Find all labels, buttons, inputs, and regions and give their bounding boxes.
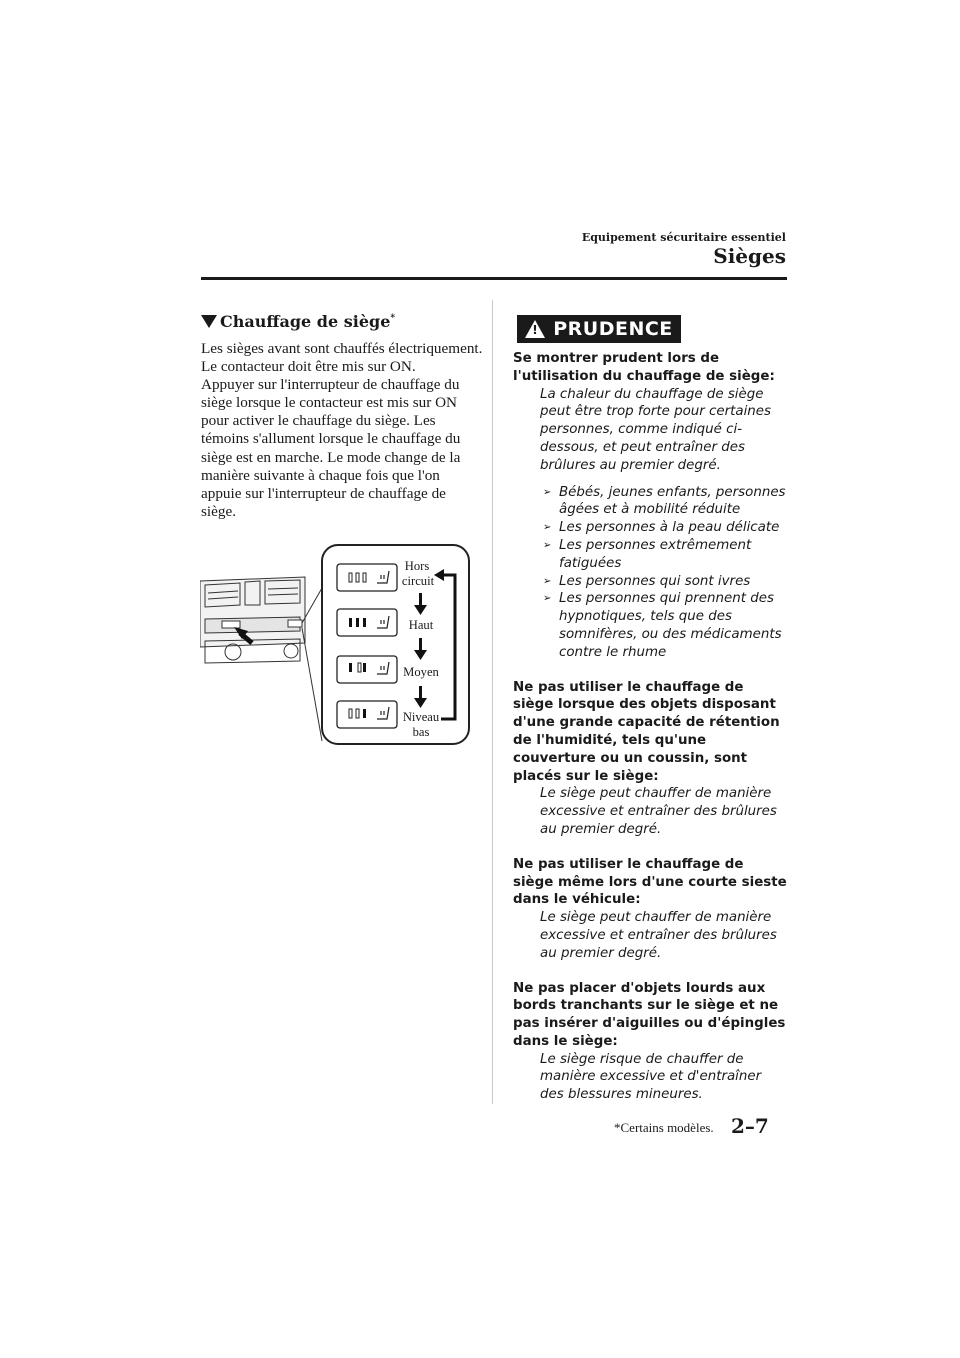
running-header-section: Equipement sécuritaire essentiel: [581, 231, 786, 244]
warning-4-body: Le siège risque de chauffer de manière excessive et d'entraîner des blessures mineures.: [540, 1051, 762, 1103]
warning-1-body: La chaleur du chauffage de siège peut être trop forte pour certaines personnes, comme indiqué ci-dessous, et peut entraîner des brûlures au premier degré.: [540, 386, 772, 473]
label-off-line2: circuit: [401, 574, 435, 588]
header-rule: [201, 277, 787, 280]
caution-badge: [517, 315, 681, 343]
footnote-mark: *: [390, 313, 396, 324]
seat-heater-figure: [200, 543, 472, 748]
caution-badge-label: PRUDENCE: [553, 318, 673, 340]
running-header-title: Sièges: [713, 244, 786, 268]
label-medium: Moyen: [403, 665, 439, 679]
list-item: ➢ Les personnes extrêmement fatiguées: [543, 537, 788, 573]
body-text: [201, 340, 483, 521]
list-item: ➢ Les personnes qui sont ivres: [543, 573, 788, 591]
warning-3-body: Le siège peut chauffer de manière excessive et entraîner des brûlures au premier degré.: [540, 910, 777, 961]
warning-icon: !: [525, 320, 545, 338]
warning-1-list: [543, 484, 788, 662]
label-off-line1: Hors: [404, 559, 430, 573]
triangle-down-icon: [201, 315, 217, 328]
body-paragraph-1: Les sièges avant sont chauffés électriquement. Le contacteur doit être mis sur ON.: [201, 340, 483, 376]
column-divider: [492, 300, 493, 1104]
label-low-line1: Niveau: [402, 710, 440, 724]
caution-content: [513, 350, 788, 1104]
warning-2-title: Ne pas utiliser le chauffage de siège lorsque des objets disposant d'une grande capacité de rétention de l'humidité, tels qu'une couverture ou un coussin, sont placés sur le siège:: [513, 679, 780, 784]
section-heading-text: Chauffage de siège: [220, 312, 391, 331]
list-item: ➢ Les personnes qui prennent des hypnotiques, tels que des somnifères, ou des médicaments contre le rhume: [543, 590, 788, 661]
body-paragraph-2: Appuyer sur l'interrupteur de chauffage du siège lorsque le contacteur est mis sur ON pour activer le chauffage du siège. Les témoins s'allument lorsque le chauffage du siège est en marche. Le mode change de la manière suivante à chaque fois que l'on appuie sur l'interrupteur de chauffage de siège.: [201, 376, 461, 520]
warning-4-title: Ne pas placer d'objets lourds aux bords tranchants sur le siège et ne pas insérer d'aiguilles ou d'épingles dans le siège:: [513, 980, 786, 1049]
page-number: 2–7: [731, 1114, 769, 1138]
warning-1-title: Se montrer prudent lors de l'utilisation du chauffage de siège:: [513, 351, 775, 384]
section-heading: [201, 312, 395, 331]
warning-2-body: Le siège peut chauffer de manière excessive et entraîner des brûlures au premier degré.: [540, 786, 777, 837]
label-high: Haut: [408, 618, 434, 632]
warning-3-title: Ne pas utiliser le chauffage de siège même lors d'une courte sieste dans le véhicule:: [513, 856, 787, 908]
list-item: ➢ Bébés, jeunes enfants, personnes âgées et à mobilité réduite: [543, 484, 788, 520]
footnote: *Certains modèles.: [614, 1120, 714, 1135]
label-low-line2: bas: [412, 725, 430, 739]
list-item: ➢ Les personnes à la peau délicate: [543, 519, 788, 537]
